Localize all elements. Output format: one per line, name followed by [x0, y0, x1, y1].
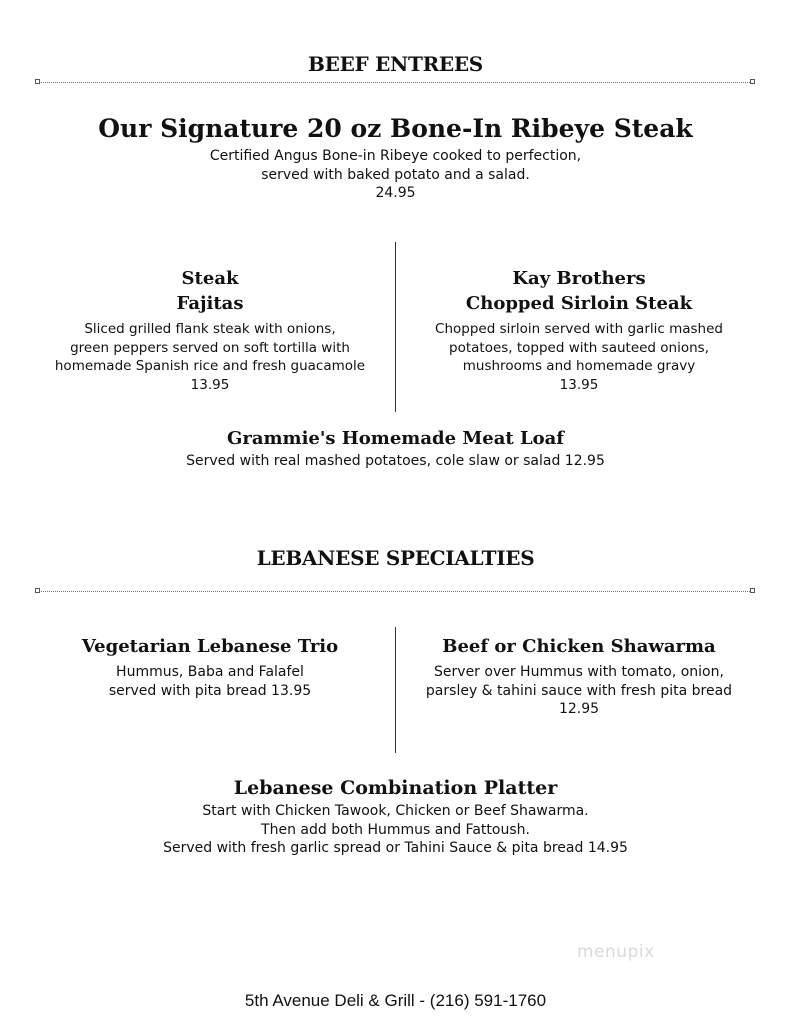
column-divider [395, 242, 396, 412]
description-line: served with pita bread 13.95 [108, 682, 312, 699]
description-line: Sliced grilled flank steak with onions, [84, 321, 336, 337]
chopped-sirloin-item [400, 266, 758, 394]
item-title-line: Steak [181, 268, 239, 289]
description-line: potatoes, topped with sauteed onions, [449, 339, 709, 356]
description-line: Chopped sirloin served with garlic mashed [435, 321, 723, 337]
item-title-line: Fajitas [176, 293, 244, 314]
section-divider [38, 591, 752, 592]
signature-ribeye-item [0, 113, 791, 203]
item-description [400, 320, 758, 394]
item-price: 13.95 [190, 376, 230, 393]
menupix-watermark: menupix [577, 942, 655, 962]
description-line: Served with real mashed potatoes, cole slaw or salad 12.95 [186, 453, 605, 469]
description-line: homemade Spanish rice and fresh guacamole [54, 358, 366, 374]
item-description [0, 452, 791, 471]
item-price: 13.95 [559, 376, 599, 393]
description-line: Server over Hummus with tomato, onion, [434, 664, 724, 680]
item-description [30, 663, 390, 700]
item-description [400, 663, 758, 719]
vegetarian-trio-item [30, 634, 390, 700]
item-price: 12.95 [558, 701, 600, 717]
shawarma-item [400, 634, 758, 719]
divider-cap-right [750, 588, 755, 593]
combination-platter-item [0, 775, 791, 858]
item-description [0, 147, 791, 203]
lebanese-specialties-heading: LEBANESE SPECIALTIES [256, 546, 535, 570]
item-price: 24.95 [375, 185, 416, 201]
description-line: Hummus, Baba and Falafel [116, 664, 304, 680]
item-title: Vegetarian Lebanese Trio [81, 636, 339, 657]
section-divider [38, 82, 752, 83]
divider-cap-left [35, 588, 40, 593]
beef-entrees-heading: BEEF ENTREES [308, 52, 483, 76]
item-title: Grammie's Homemade Meat Loaf [226, 428, 565, 449]
item-title: Our Signature 20 oz Bone-In Ribeye Steak [98, 114, 693, 143]
description-line: parsley & tahini sauce with fresh pita bread [425, 682, 733, 699]
divider-cap-right [750, 79, 755, 84]
item-description [30, 320, 390, 394]
item-title: Lebanese Combination Platter [233, 777, 558, 799]
item-title-line: Chopped Sirloin Steak [465, 293, 693, 314]
item-title: Beef or Chicken Shawarma [442, 636, 716, 657]
description-line: Then add both Hummus and Fattoush. [261, 821, 530, 838]
description-line: Certified Angus Bone-in Ribeye cooked to perfection, [209, 148, 582, 164]
description-line: served with baked potato and a salad. [261, 166, 530, 183]
description-line: mushrooms and homemade gravy [462, 358, 696, 374]
meat-loaf-item [0, 426, 791, 471]
description-line: green peppers served on soft tortilla with [70, 339, 350, 356]
description-line: Served with fresh garlic spread or Tahini Sauce & pita bread 14.95 [163, 840, 628, 856]
description-line: Start with Chicken Tawook, Chicken or Beef Shawarma. [202, 803, 589, 819]
item-title-line: Kay Brothers [512, 268, 646, 289]
divider-cap-left [35, 79, 40, 84]
column-divider [395, 627, 396, 753]
steak-fajitas-item [30, 266, 390, 394]
footer-contact: 5th Avenue Deli & Grill - (216) 591-1760 [244, 991, 547, 1010]
item-description [0, 802, 791, 858]
